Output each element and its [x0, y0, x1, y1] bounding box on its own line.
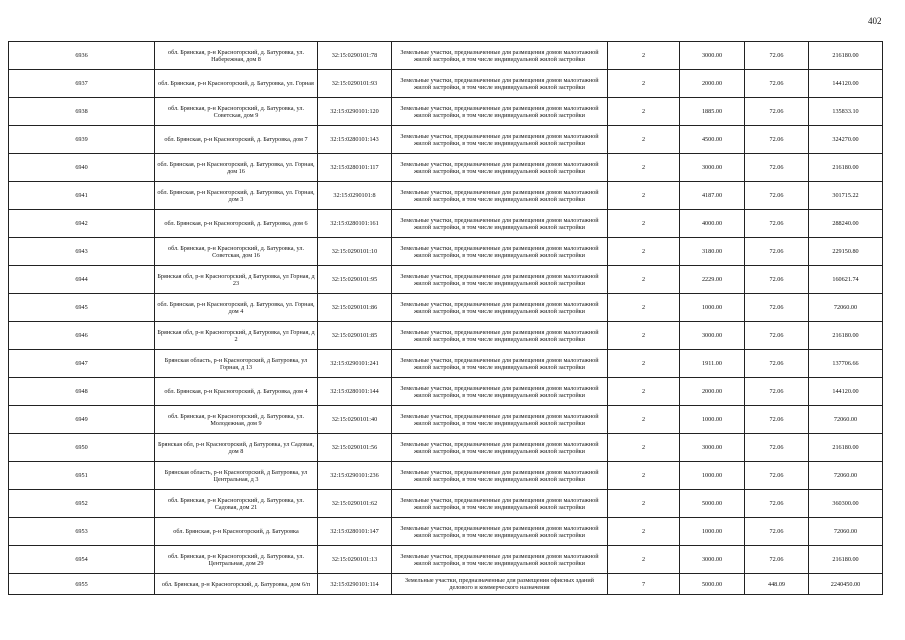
group-cell: 2: [608, 266, 680, 294]
land-use-cell: Земельные участки, предназначенные для размещения домов малоэтажной жилой застройки, в том числе индивидуальной жилой застройки: [392, 42, 608, 70]
land-use-cell: Земельные участки, предназначенные для размещения домов малоэтажной жилой застройки, в том числе индивидуальной жилой застройки: [392, 294, 608, 322]
land-use-cell: Земельные участки, предназначенные для размещения домов малоэтажной жилой застройки, в том числе индивидуальной жилой застройки: [392, 350, 608, 378]
row-number-cell: 6954: [9, 546, 155, 574]
row-number-cell: 6948: [9, 378, 155, 406]
cadastral-number-cell: 32:15:0290101:241: [318, 350, 392, 378]
cadastral-value-cell: 360300.00: [809, 490, 883, 518]
address-cell: обл. Брянская, р-н Красногорский, д. Батуровка, дом 7: [155, 126, 318, 154]
table-row: [9, 294, 883, 322]
address-cell: обл. Брянская, р-н Красногорский, д. Батуровка, дом 6/п: [155, 574, 318, 595]
specific-value-cell: 72.06: [745, 266, 809, 294]
specific-value-cell: 72.06: [745, 434, 809, 462]
table-row: [9, 350, 883, 378]
specific-value-cell: 72.06: [745, 518, 809, 546]
land-use-cell: Земельные участки, предназначенные для размещения домов малоэтажной жилой застройки, в том числе индивидуальной жилой застройки: [392, 210, 608, 238]
area-cell: 5000.00: [680, 490, 745, 518]
table-row: [9, 42, 883, 70]
row-number-cell: 6951: [9, 462, 155, 490]
area-cell: 3000.00: [680, 154, 745, 182]
row-number-cell: 6939: [9, 126, 155, 154]
cadastral-value-cell: 216180.00: [809, 434, 883, 462]
address-cell: обл. Брянская, р-н Красногорский, д. Батуровка, ул. Горная: [155, 70, 318, 98]
land-use-cell: Земельные участки, предназначенные для размещения офисных зданий делового и коммерческого назначения: [392, 574, 608, 595]
row-number-cell: 6947: [9, 350, 155, 378]
area-cell: 3000.00: [680, 546, 745, 574]
specific-value-cell: 72.06: [745, 70, 809, 98]
land-use-cell: Земельные участки, предназначенные для размещения домов малоэтажной жилой застройки, в том числе индивидуальной жилой застройки: [392, 98, 608, 126]
group-cell: 2: [608, 546, 680, 574]
cadastral-value-cell: 216180.00: [809, 154, 883, 182]
row-number-cell: 6941: [9, 182, 155, 210]
table-row: [9, 490, 883, 518]
specific-value-cell: 72.06: [745, 126, 809, 154]
cadastral-value-cell: 288240.00: [809, 210, 883, 238]
area-cell: 2000.00: [680, 70, 745, 98]
table-row: [9, 238, 883, 266]
specific-value-cell: 72.06: [745, 98, 809, 126]
row-number-cell: 6955: [9, 574, 155, 595]
row-number-cell: 6940: [9, 154, 155, 182]
specific-value-cell: 72.06: [745, 546, 809, 574]
group-cell: 2: [608, 154, 680, 182]
area-cell: 5000.00: [680, 574, 745, 595]
specific-value-cell: 72.06: [745, 182, 809, 210]
address-cell: Брянская область, р-н Красногорский, д Батуровка, ул Центральная, д 3: [155, 462, 318, 490]
land-use-cell: Земельные участки, предназначенные для размещения домов малоэтажной жилой застройки, в том числе индивидуальной жилой застройки: [392, 462, 608, 490]
cadastral-number-cell: 32:15:0290101:120: [318, 98, 392, 126]
group-cell: 2: [608, 182, 680, 210]
group-cell: 2: [608, 210, 680, 238]
cadastral-number-cell: 32:15:0290101:95: [318, 266, 392, 294]
address-cell: обл. Брянская, р-н Красногорский, д. Батуровка, ул. Садовая, дом 21: [155, 490, 318, 518]
group-cell: 2: [608, 406, 680, 434]
row-number-cell: 6943: [9, 238, 155, 266]
cadastral-number-cell: 32:15:0290101:56: [318, 434, 392, 462]
cadastral-number-cell: 32:15:0280101:161: [318, 210, 392, 238]
specific-value-cell: 72.06: [745, 322, 809, 350]
table-row: [9, 406, 883, 434]
row-number-cell: 6944: [9, 266, 155, 294]
cadastral-value-cell: 72060.00: [809, 518, 883, 546]
area-cell: 2000.00: [680, 378, 745, 406]
cadastral-value-cell: 216180.00: [809, 322, 883, 350]
area-cell: 1000.00: [680, 406, 745, 434]
cadastral-number-cell: 32:15:0290101:13: [318, 546, 392, 574]
specific-value-cell: 448.09: [745, 574, 809, 595]
cadastral-value-cell: 324270.00: [809, 126, 883, 154]
row-number-cell: 6945: [9, 294, 155, 322]
cadastral-value-cell: 301715.22: [809, 182, 883, 210]
cadastral-number-cell: 32:15:0280101:117: [318, 154, 392, 182]
land-use-cell: Земельные участки, предназначенные для размещения домов малоэтажной жилой застройки, в том числе индивидуальной жилой застройки: [392, 126, 608, 154]
page-number: 402: [868, 16, 882, 26]
row-number-cell: 6936: [9, 42, 155, 70]
specific-value-cell: 72.06: [745, 350, 809, 378]
group-cell: 2: [608, 98, 680, 126]
table-row: [9, 126, 883, 154]
group-cell: 2: [608, 378, 680, 406]
address-cell: обл. Брянская, р-н Красногорский, д. Батуровка, ул. Горная, дом 4: [155, 294, 318, 322]
address-cell: Брянская обл, р-н Красногорский, д Батуровка, ул Горная, д 2: [155, 322, 318, 350]
specific-value-cell: 72.06: [745, 210, 809, 238]
land-use-cell: Земельные участки, предназначенные для размещения домов малоэтажной жилой застройки, в том числе индивидуальной жилой застройки: [392, 322, 608, 350]
cadastral-number-cell: 32:15:0280101:143: [318, 126, 392, 154]
area-cell: 4187.00: [680, 182, 745, 210]
table-row: [9, 434, 883, 462]
specific-value-cell: 72.06: [745, 378, 809, 406]
cadastral-number-cell: 32:15:0290101:10: [318, 238, 392, 266]
land-use-cell: Земельные участки, предназначенные для размещения домов малоэтажной жилой застройки, в том числе индивидуальной жилой застройки: [392, 434, 608, 462]
specific-value-cell: 72.06: [745, 462, 809, 490]
area-cell: 3000.00: [680, 434, 745, 462]
cadastral-value-cell: 216180.00: [809, 546, 883, 574]
cadastral-number-cell: 32:15:0290101:78: [318, 42, 392, 70]
table-row: [9, 378, 883, 406]
land-use-cell: Земельные участки, предназначенные для размещения домов малоэтажной жилой застройки, в том числе индивидуальной жилой застройки: [392, 154, 608, 182]
address-cell: Брянская обл, р-н Красногорский, д Батуровка, ул Садовая, дом 8: [155, 434, 318, 462]
table-row: [9, 546, 883, 574]
cadastral-number-cell: 32:15:0290101:93: [318, 70, 392, 98]
row-number-cell: 6953: [9, 518, 155, 546]
cadastral-value-cell: 144120.00: [809, 378, 883, 406]
area-cell: 3180.00: [680, 238, 745, 266]
land-use-cell: Земельные участки, предназначенные для размещения домов малоэтажной жилой застройки, в том числе индивидуальной жилой застройки: [392, 266, 608, 294]
area-cell: 1000.00: [680, 294, 745, 322]
area-cell: 1885.00: [680, 98, 745, 126]
table-row: [9, 70, 883, 98]
cadastral-value-cell: 135833.10: [809, 98, 883, 126]
land-use-cell: Земельные участки, предназначенные для размещения домов малоэтажной жилой застройки, в том числе индивидуальной жилой застройки: [392, 182, 608, 210]
row-number-cell: 6950: [9, 434, 155, 462]
address-cell: обл. Брянская, р-н Красногорский, д. Батуровка, ул. Центральная, дом 29: [155, 546, 318, 574]
area-cell: 4000.00: [680, 210, 745, 238]
group-cell: 2: [608, 434, 680, 462]
specific-value-cell: 72.06: [745, 406, 809, 434]
address-cell: Брянская область, р-н Красногорский, д Батуровка, ул Горная, д 13: [155, 350, 318, 378]
area-cell: 1000.00: [680, 462, 745, 490]
specific-value-cell: 72.06: [745, 490, 809, 518]
group-cell: 2: [608, 462, 680, 490]
cadastral-value-cell: 137706.66: [809, 350, 883, 378]
land-use-cell: Земельные участки, предназначенные для размещения домов малоэтажной жилой застройки, в том числе индивидуальной жилой застройки: [392, 518, 608, 546]
table-row: [9, 182, 883, 210]
group-cell: 2: [608, 70, 680, 98]
address-cell: обл. Брянская, р-н Красногорский, д. Батуровка, ул. Советская, дом 16: [155, 238, 318, 266]
land-use-cell: Земельные участки, предназначенные для размещения домов малоэтажной жилой застройки, в том числе индивидуальной жилой застройки: [392, 378, 608, 406]
cadastral-number-cell: 32:15:0290101:114: [318, 574, 392, 595]
cadastral-value-cell: 144120.00: [809, 70, 883, 98]
address-cell: обл. Брянская, р-н Красногорский, д. Батуровка, ул. Горная, дом 3: [155, 182, 318, 210]
address-cell: обл. Брянская, р-н Красногорский, д. Батуровка, ул. Набережная, дом 8: [155, 42, 318, 70]
table-body: [9, 42, 883, 595]
row-number-cell: 6937: [9, 70, 155, 98]
table-row: [9, 574, 883, 595]
row-number-cell: 6942: [9, 210, 155, 238]
group-cell: 2: [608, 126, 680, 154]
row-number-cell: 6952: [9, 490, 155, 518]
cadastral-number-cell: 32:15:0290101:62: [318, 490, 392, 518]
table-row: [9, 98, 883, 126]
cadastral-value-cell: 160621.74: [809, 266, 883, 294]
area-cell: 4500.00: [680, 126, 745, 154]
group-cell: 2: [608, 322, 680, 350]
cadastral-number-cell: 32:15:0290101:86: [318, 294, 392, 322]
group-cell: 2: [608, 42, 680, 70]
land-use-cell: Земельные участки, предназначенные для размещения домов малоэтажной жилой застройки, в том числе индивидуальной жилой застройки: [392, 238, 608, 266]
table-row: [9, 266, 883, 294]
cadastral-value-cell: 216180.00: [809, 42, 883, 70]
group-cell: 2: [608, 294, 680, 322]
address-cell: обл. Брянская, р-н Красногорский, д. Батуровка, дом 6: [155, 210, 318, 238]
area-cell: 1000.00: [680, 518, 745, 546]
row-number-cell: 6949: [9, 406, 155, 434]
table-row: [9, 322, 883, 350]
area-cell: 2229.00: [680, 266, 745, 294]
specific-value-cell: 72.06: [745, 238, 809, 266]
land-use-cell: Земельные участки, предназначенные для размещения домов малоэтажной жилой застройки, в том числе индивидуальной жилой застройки: [392, 406, 608, 434]
address-cell: обл. Брянская, р-н Красногорский, д. Батуровка: [155, 518, 318, 546]
cadastral-value-cell: 72060.00: [809, 294, 883, 322]
specific-value-cell: 72.06: [745, 154, 809, 182]
address-cell: обл. Брянская, р-н Красногорский, д. Батуровка, дом 4: [155, 378, 318, 406]
address-cell: Брянская обл, р-н Красногорский, д Батуровка, ул Горная, д 23: [155, 266, 318, 294]
area-cell: 3000.00: [680, 42, 745, 70]
row-number-cell: 6946: [9, 322, 155, 350]
table-row: [9, 518, 883, 546]
area-cell: 3000.00: [680, 322, 745, 350]
table-row: [9, 462, 883, 490]
cadastral-number-cell: 32:15:0280101:147: [318, 518, 392, 546]
cadastral-value-cell: 229150.80: [809, 238, 883, 266]
cadastral-number-cell: 32:15:0280101:144: [318, 378, 392, 406]
specific-value-cell: 72.06: [745, 294, 809, 322]
row-number-cell: 6938: [9, 98, 155, 126]
group-cell: 2: [608, 350, 680, 378]
land-use-cell: Земельные участки, предназначенные для размещения домов малоэтажной жилой застройки, в том числе индивидуальной жилой застройки: [392, 70, 608, 98]
address-cell: обл. Брянская, р-н Красногорский, д. Батуровка, ул. Советская, дом 9: [155, 98, 318, 126]
area-cell: 1911.00: [680, 350, 745, 378]
cadastral-number-cell: 32:15:0290101:40: [318, 406, 392, 434]
cadastral-value-table: [8, 41, 883, 595]
cadastral-value-cell: 72060.00: [809, 462, 883, 490]
address-cell: обл. Брянская, р-н Красногорский, д. Батуровка, ул. Горная, дом 16: [155, 154, 318, 182]
cadastral-number-cell: 32:15:0290101:85: [318, 322, 392, 350]
specific-value-cell: 72.06: [745, 42, 809, 70]
table-row: [9, 210, 883, 238]
cadastral-number-cell: 32:15:0290101:236: [318, 462, 392, 490]
address-cell: обл. Брянская, р-н Красногорский, д. Батуровка, ул. Молодежная, дом 9: [155, 406, 318, 434]
cadastral-value-cell: 2240450.00: [809, 574, 883, 595]
land-use-cell: Земельные участки, предназначенные для размещения домов малоэтажной жилой застройки, в том числе индивидуальной жилой застройки: [392, 546, 608, 574]
group-cell: 2: [608, 490, 680, 518]
cadastral-number-cell: 32:15:0290101:8: [318, 182, 392, 210]
group-cell: 7: [608, 574, 680, 595]
land-use-cell: Земельные участки, предназначенные для размещения домов малоэтажной жилой застройки, в том числе индивидуальной жилой застройки: [392, 490, 608, 518]
cadastral-value-cell: 72060.00: [809, 406, 883, 434]
group-cell: 2: [608, 238, 680, 266]
table-row: [9, 154, 883, 182]
group-cell: 2: [608, 518, 680, 546]
